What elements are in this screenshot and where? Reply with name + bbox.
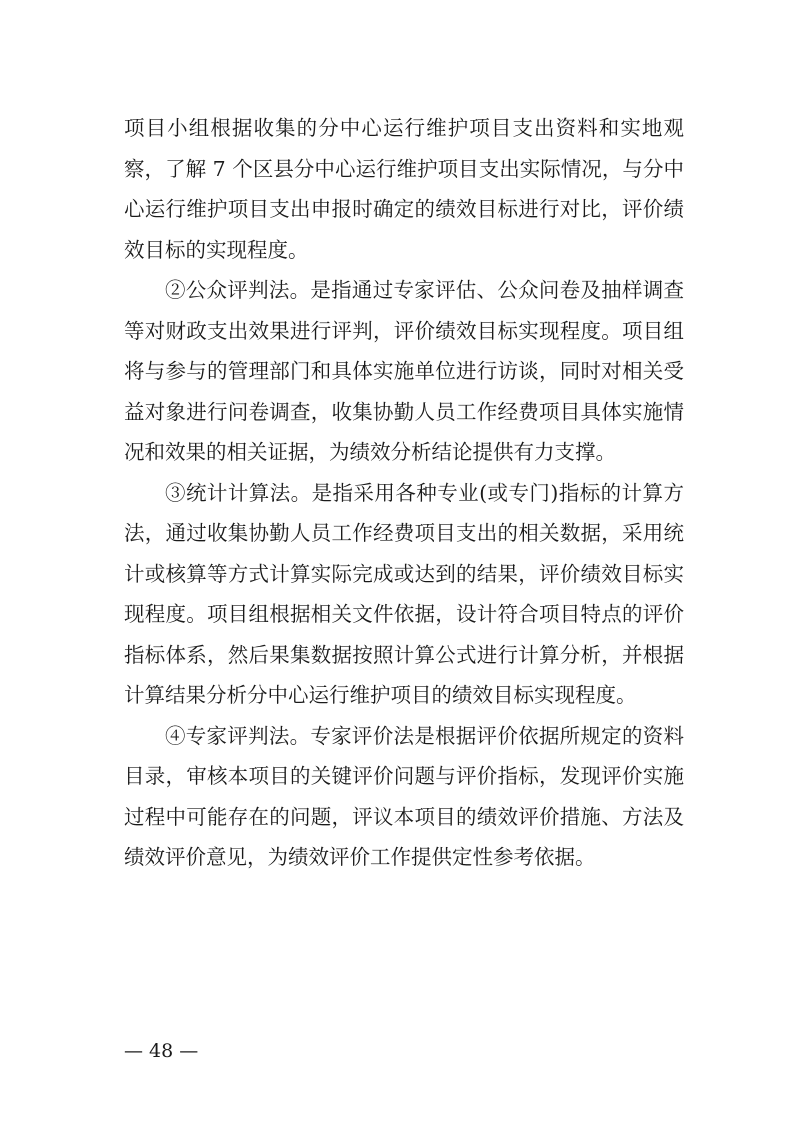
paragraph-public-evaluation: ②公众评判法。是指通过专家评估、公众问卷及抽样调查等对财政支出效果进行评判，评价绩效目标实现程度。项目组将与参与的管理部门和具体实施单位进行访谈，同时对相关受益对象进行问卷调查，收集协勤人员工作经费项目具体实施情况和效果的相关证据，为绩效分析结论提供有力支撑。 — [124, 278, 684, 464]
paragraph-statistical-calculation: ③统计计算法。是指采用各种专业(或专门)指标的计算方法，通过收集协勤人员工作经费项目支出的相关数据，采用统计或核算等方式计算实际完成或达到的结果，评价绩效目标实现程度。项目组根据相关文件依据，设计符合项目特点的评价指标体系，然后果集数据按照计算公式进行计算分析，并根据计算结果分析分中心运行维护项目的绩效目标实现程度。 — [124, 480, 684, 707]
page-number: — 48 — — [124, 1040, 199, 1062]
paragraph-expert-evaluation: ④专家评判法。专家评价法是根据评价依据所规定的资料目录，审核本项目的关键评价问题与评价指标，发现评价实施过程中可能存在的问题，评议本项目的绩效评价措施、方法及绩效评价意见，为绩效评价工作提供定性参考依据。 — [124, 723, 684, 869]
paragraph-continuation: 项目小组根据收集的分中心运行维护项目支出资料和实地观察，了解 7 个区县分中心运行维护项目支出实际情况，与分中心运行维护项目支出申报时确定的绩效目标进行对比，评价绩效目标的实现程度。 — [124, 116, 684, 262]
body-text — [124, 108, 684, 878]
